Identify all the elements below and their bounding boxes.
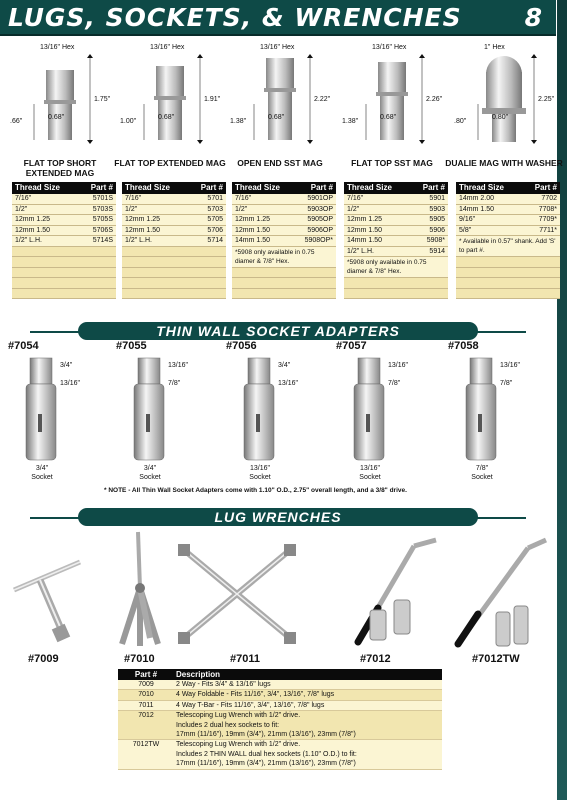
lug-seat-label: .66"	[10, 118, 23, 125]
desc-description-cell	[174, 680, 442, 689]
lug-hex-label: 1" Hex	[484, 44, 505, 51]
lug-3	[228, 44, 334, 164]
lug-seat-label: 1.00"	[120, 118, 137, 125]
thread-size-cell: 1/2"	[347, 205, 360, 213]
desc-line: Telescoping Lug Wrench with 1/2" drive.	[176, 712, 301, 720]
lug-table-header	[456, 182, 560, 194]
lug-table-row	[344, 215, 448, 226]
adapter-top-size: 3/4"	[278, 362, 291, 369]
lug-table-header	[122, 182, 226, 194]
part-number-cell: 5701S	[92, 195, 113, 202]
desc-table-row	[118, 680, 442, 690]
lug-table-empty-row	[12, 278, 116, 289]
lug-table-3	[232, 182, 336, 299]
desc-table-row	[118, 690, 442, 700]
part-number-header: Part #	[200, 183, 223, 192]
lug-table-row	[12, 194, 116, 205]
lug-height-label: 1.75"	[94, 96, 111, 103]
thread-size-cell: 14mm 1.50	[235, 237, 271, 244]
lug-seat-label: 1.38"	[342, 118, 359, 125]
thread-size-header: Thread Size	[235, 183, 280, 192]
lug-width-label: 0.68"	[158, 114, 175, 121]
part-number-cell: 5905OP	[307, 216, 333, 223]
lug-table-empty-row	[344, 289, 448, 300]
desc-part-cell: 7009	[138, 681, 154, 688]
lug-table-2	[122, 182, 226, 299]
lug-table-empty-row	[232, 268, 336, 279]
lug-table-empty-row	[122, 257, 226, 268]
thread-size-cell: 7/16"	[15, 195, 32, 202]
adapter-part-number: #7056	[226, 340, 257, 352]
part-number-cell: 7702	[541, 195, 557, 202]
part-number-cell: 7708*	[538, 205, 557, 213]
thread-size-cell: 5/8"	[459, 226, 472, 234]
thread-size-cell: 12mm 1.50	[235, 226, 271, 234]
adapter-socket-label: Socket	[139, 474, 161, 481]
adapter-bottom-size: 7/8"	[388, 380, 401, 387]
thread-size-cell: 12mm 1.50	[125, 226, 161, 234]
lug-table-note: * Available in 0.57" shank. Add 'S' to part #.	[456, 236, 560, 257]
lug-table-row	[12, 226, 116, 237]
adapter-top-size: 13/16"	[388, 362, 409, 369]
adapter-top-size: 13/16"	[168, 362, 189, 369]
lug-name-4: FLAT TOP SST MAG	[351, 158, 433, 168]
lug-hex-label: 13/16" Hex	[260, 44, 295, 51]
wrench-7012tw-image	[458, 540, 546, 646]
part-number-header: Part #	[90, 183, 113, 192]
thread-size-cell: 12mm 1.25	[235, 216, 271, 223]
lug-table-note: *5908 only available in 0.75 diamer & 7/8" Hex.	[232, 247, 336, 268]
thread-size-cell: 1/2"	[125, 205, 138, 213]
lug-5	[452, 44, 558, 164]
thread-size-cell: 14mm 1.50	[459, 205, 495, 213]
part-number-header: Part #	[534, 183, 557, 192]
lug-table-row	[12, 205, 116, 216]
lug-table-row	[12, 236, 116, 247]
lug-table-empty-row	[456, 268, 560, 279]
lug-name-3: OPEN END SST MAG	[237, 158, 323, 168]
adapters-banner: THIN WALL SOCKET ADAPTERS	[78, 322, 478, 340]
lug-table-row	[344, 236, 448, 247]
lug-table-row	[232, 226, 336, 237]
lug-table-row	[122, 205, 226, 216]
part-number-cell: 5703S	[92, 205, 113, 213]
lug-table-5	[456, 182, 560, 299]
page-edge-stripe	[557, 0, 567, 800]
part-number-cell: 5908OP*	[304, 237, 333, 244]
lug-4	[340, 44, 446, 164]
part-number-cell: 5714S	[92, 237, 113, 244]
thread-size-cell: 1/2" L.H.	[15, 237, 42, 244]
part-number-cell: 5903OP	[307, 205, 333, 213]
page-header	[0, 0, 556, 36]
page-title: LUGS, SOCKETS, & WRENCHES	[8, 3, 462, 32]
part-number-cell: 7709*	[538, 216, 557, 223]
adapter-4	[336, 340, 446, 490]
desc-table-row	[118, 711, 442, 740]
lug-table-empty-row	[456, 257, 560, 268]
thread-size-cell: 14mm 1.50	[347, 237, 383, 244]
thread-size-cell: 9/16"	[459, 216, 476, 223]
desc-description-cell	[174, 711, 442, 739]
adapter-5	[448, 340, 558, 490]
lug-table-4	[344, 182, 448, 299]
lug-name-2: FLAT TOP EXTENDED MAG	[114, 158, 226, 168]
thread-size-cell: 1/2" L.H.	[347, 247, 374, 255]
desc-line: 4 Way T-Bar - Fits 11/16", 3/4", 13/16", 7/8" lugs	[176, 701, 325, 709]
lug-height-label: 1.91"	[204, 96, 221, 103]
desc-table-header	[118, 669, 442, 680]
lug-table-empty-row	[456, 289, 560, 300]
adapter-socket-caption	[230, 464, 290, 482]
part-number-cell: 5905	[429, 216, 445, 223]
thread-size-cell: 1/2"	[15, 205, 28, 213]
adapter-socket-label: Socket	[359, 474, 381, 481]
thread-size-header: Thread Size	[459, 183, 504, 192]
lug-table-row	[344, 226, 448, 237]
lug-table-row	[456, 215, 560, 226]
desc-description-cell	[174, 740, 442, 768]
part-number-cell: 5908*	[426, 237, 445, 244]
lug-height-label: 2.25"	[538, 96, 555, 103]
desc-table-body	[118, 680, 442, 770]
thread-size-header: Thread Size	[347, 183, 392, 192]
part-number-header: Part #	[310, 183, 333, 192]
part-number-cell: 5703	[207, 205, 223, 213]
socket-adapter-image	[340, 354, 400, 464]
adapter-part-number: #7054	[8, 340, 39, 352]
wrench-illustrations	[0, 528, 556, 652]
wrench-label-7009: #7009	[28, 653, 59, 665]
lug-table-row	[12, 215, 116, 226]
part-number-cell: 5906	[429, 226, 445, 234]
thread-size-cell: 7/16"	[125, 195, 142, 202]
wrench-7011-image	[178, 544, 296, 644]
lug-table-empty-row	[122, 268, 226, 279]
lug-width-label: 0.80"	[492, 114, 509, 121]
lug-1	[8, 44, 114, 164]
part-number-cell: 5914	[429, 247, 445, 255]
thread-size-cell: 1/2"	[235, 205, 248, 213]
desc-part-cell: 7011	[138, 701, 154, 709]
lug-width-label: 0.68"	[48, 114, 65, 121]
adapter-socket-size: 3/4"	[35, 465, 49, 472]
desc-line: 17mm (11/16"), 19mm (3/4"), 21mm (13/16"), 23mm (7/8")	[176, 760, 356, 768]
lug-table-header	[12, 182, 116, 194]
thread-size-cell: 12mm 1.25	[125, 216, 161, 223]
desc-line: 4 Way Foldable - Fits 11/16", 3/4", 13/16", 7/8" lugs	[176, 691, 335, 699]
adapter-socket-caption	[120, 464, 180, 482]
lug-height-label: 2.26"	[426, 96, 443, 103]
lug-table-empty-row	[12, 247, 116, 258]
lug-table-empty-row	[12, 268, 116, 279]
part-number-cell: 5706	[207, 226, 223, 234]
part-number-cell: 5701	[207, 195, 223, 202]
lug-width-label: 0.68"	[380, 114, 397, 121]
part-number-cell: 5705S	[92, 216, 113, 223]
lug-height-label: 2.22"	[314, 96, 331, 103]
part-number-cell: 5714	[207, 237, 223, 244]
adapter-bottom-size: 7/8"	[500, 380, 513, 387]
lug-table-row	[456, 226, 560, 237]
lug-table-empty-row	[122, 278, 226, 289]
lug-table-empty-row	[12, 257, 116, 268]
lug-table-row	[344, 194, 448, 205]
lug-table-header	[232, 182, 336, 194]
socket-adapter-image	[230, 354, 290, 464]
lug-table-row	[122, 236, 226, 247]
thread-size-cell: 7/16"	[235, 195, 252, 202]
lug-seat-label: 1.38"	[230, 118, 247, 125]
adapters-note: * NOTE - All Thin Wall Socket Adapters come with 1.10" O.D., 2.75" overall length, and a 3/8" drive.	[104, 487, 407, 494]
lug-name-5: DUALIE MAG WITH WASHER	[445, 158, 563, 168]
lug-table-row	[232, 215, 336, 226]
lug-width-label: 0.68"	[268, 114, 285, 121]
part-number-cell: 5706S	[92, 226, 113, 234]
lug-table-empty-row	[344, 278, 448, 289]
lug-table-row	[344, 247, 448, 258]
part-number-cell: 5906OP	[307, 226, 333, 234]
adapter-socket-label: Socket	[249, 474, 271, 481]
wrench-label-7012: #7012	[360, 653, 391, 665]
lug-table-empty-row	[232, 289, 336, 300]
wrench-7009-image	[14, 562, 80, 642]
adapter-bottom-size: 7/8"	[168, 380, 181, 387]
adapter-part-number: #7057	[336, 340, 367, 352]
desc-description-cell	[174, 690, 442, 699]
lug-table-row	[122, 226, 226, 237]
part-number-cell: 5903	[429, 205, 445, 213]
adapter-bottom-size: 13/16"	[60, 380, 81, 387]
wrench-description-table	[118, 669, 442, 770]
wrench-label-7012tw: #7012TW	[472, 653, 520, 665]
socket-adapter-image	[452, 354, 512, 464]
part-number-header: Part #	[422, 183, 445, 192]
desc-part-cell: 7012	[138, 712, 154, 720]
thread-size-cell: 14mm 2.00	[459, 195, 495, 202]
page-number: 8	[524, 3, 542, 32]
lug-table-empty-row	[12, 289, 116, 300]
adapter-socket-size: 7/8"	[475, 465, 489, 472]
lug-table-row	[232, 236, 336, 247]
adapter-socket-label: Socket	[31, 474, 53, 481]
thread-size-cell: 12mm 1.50	[347, 226, 383, 234]
thread-size-header: Thread Size	[125, 183, 170, 192]
thread-size-cell: 12mm 1.25	[347, 216, 383, 223]
adapter-socket-caption	[452, 464, 512, 482]
adapter-socket-size: 3/4"	[143, 465, 157, 472]
desc-line: Includes 2 dual hex sockets to fit:	[176, 721, 280, 729]
desc-header-description: Description	[176, 670, 221, 679]
desc-header-part: Part #	[134, 670, 158, 679]
part-number-cell: 5705	[207, 216, 223, 223]
adapter-socket-size: 13/16"	[359, 465, 380, 472]
thread-size-cell: 12mm 1.50	[15, 226, 51, 234]
lug-table-row	[232, 205, 336, 216]
thread-size-cell: 12mm 1.25	[15, 216, 51, 223]
lug-hex-label: 13/16" Hex	[40, 44, 75, 51]
lug-2	[118, 44, 224, 164]
socket-adapter-image	[12, 354, 72, 464]
desc-line: 2 Way - Fits 3/4" & 13/16" lugs	[176, 681, 271, 688]
lug-table-row	[122, 194, 226, 205]
adapter-2	[116, 340, 226, 490]
part-number-cell: 7711*	[539, 226, 557, 234]
lug-table-row	[122, 215, 226, 226]
part-number-cell: 5901OP	[307, 195, 333, 202]
lug-table-row	[456, 205, 560, 216]
desc-line: 17mm (11/16"), 19mm (3/4"), 21mm (13/16"), 23mm (7/8")	[176, 731, 356, 739]
adapter-socket-size: 13/16"	[249, 465, 270, 472]
adapter-3	[226, 340, 336, 490]
adapter-part-number: #7058	[448, 340, 479, 352]
lug-table-row	[344, 205, 448, 216]
adapter-top-size: 13/16"	[500, 362, 521, 369]
desc-line: Includes 2 THIN WALL dual hex sockets (1.10" O.D.) to fit:	[176, 750, 357, 758]
adapter-socket-caption	[12, 464, 72, 482]
adapter-socket-label: Socket	[471, 474, 493, 481]
thread-size-cell: 7/16"	[347, 195, 364, 202]
thread-size-header: Thread Size	[15, 183, 60, 192]
wrench-7010-image	[122, 532, 158, 646]
lug-table-empty-row	[456, 278, 560, 289]
lug-hex-label: 13/16" Hex	[372, 44, 407, 51]
adapter-socket-caption	[340, 464, 400, 482]
lug-seat-label: .80"	[454, 118, 467, 125]
part-number-cell: 5901	[429, 195, 445, 202]
desc-description-cell	[174, 701, 442, 710]
lug-table-note: *5908 only available in 0.75 diamer & 7/8" Hex.	[344, 257, 448, 278]
desc-table-row	[118, 740, 442, 769]
adapter-top-size: 3/4"	[60, 362, 73, 369]
socket-adapter-image	[120, 354, 180, 464]
lug-table-empty-row	[122, 247, 226, 258]
thread-size-cell: 1/2" L.H.	[125, 237, 152, 244]
wrenches-banner: LUG WRENCHES	[78, 508, 478, 526]
wrench-label-7010: #7010	[124, 653, 155, 665]
lug-table-1	[12, 182, 116, 299]
lug-table-row	[456, 194, 560, 205]
adapter-1	[8, 340, 118, 490]
lug-table-empty-row	[232, 278, 336, 289]
wrench-7012-image	[358, 540, 436, 642]
lug-hex-label: 13/16" Hex	[150, 44, 185, 51]
adapter-bottom-size: 13/16"	[278, 380, 299, 387]
adapter-part-number: #7055	[116, 340, 147, 352]
wrench-label-7011: #7011	[230, 653, 260, 665]
lug-name-1: FLAT TOP SHORT EXTENDED MAG	[23, 158, 97, 178]
desc-part-cell: 7010	[138, 691, 154, 699]
lug-table-header	[344, 182, 448, 194]
desc-line: Telescoping Lug Wrench with 1/2" drive.	[176, 741, 301, 749]
desc-part-cell: 7012TW	[132, 741, 160, 749]
desc-table-row	[118, 701, 442, 711]
lug-table-row	[232, 194, 336, 205]
lug-table-empty-row	[122, 289, 226, 300]
